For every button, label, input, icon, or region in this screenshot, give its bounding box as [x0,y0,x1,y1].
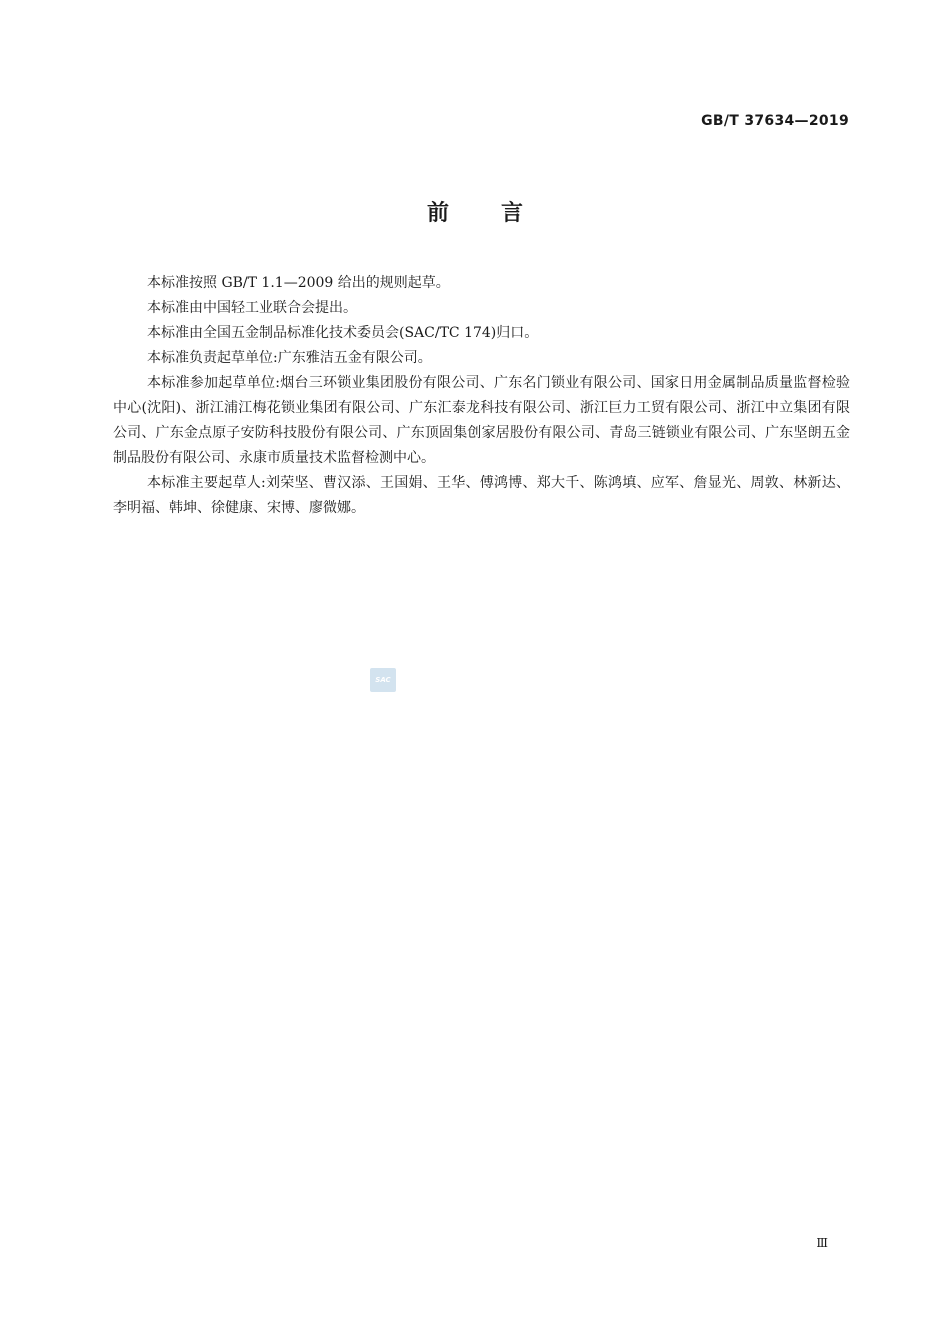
paragraph-technical-committee: 本标准由全国五金制品标准化技术委员会(SAC/TC 174)归口。 [147,325,539,341]
paragraph-participating-units: 本标准参加起草单位:烟台三环锁业集团股份有限公司、广东名门锁业有限公司、国家日用金属制品质量监督检验中心(沈阳)、浙江浦江梅花锁业集团有限公司、广东汇泰龙科技有限公司、浙江巨力工贸有限公司、浙江中立集团有限公司、广东金点原子安防科技股份有限公司、广东顶固集创家居股份有限公司、青岛三链锁业有限公司、广东坚朗五金制品股份有限公司、永康市质量技术监督检测中心。 [113,375,850,466]
paragraph-drafting-rules: 本标准按照 GB/T 1.1—2009 给出的规则起草。 [147,275,450,291]
page-number: Ⅲ [816,1236,828,1250]
standard-code: GB/T 37634—2019 [701,113,849,129]
paragraph-main-drafters: 本标准主要起草人:刘荣坚、曹汉添、王国娟、王华、傅鸿博、郑大千、陈鸿填、应军、詹显光、周敦、林新达、李明福、韩坤、徐健康、宋博、廖微娜。 [113,475,850,516]
paragraph-proposer: 本标准由中国轻工业联合会提出。 [147,300,357,316]
page-title: 前言 [426,201,575,226]
sac-watermark-logo: SAC [370,668,396,692]
document-body [113,271,850,521]
paragraph-lead-drafter: 本标准负责起草单位:广东雅洁五金有限公司。 [147,350,432,366]
